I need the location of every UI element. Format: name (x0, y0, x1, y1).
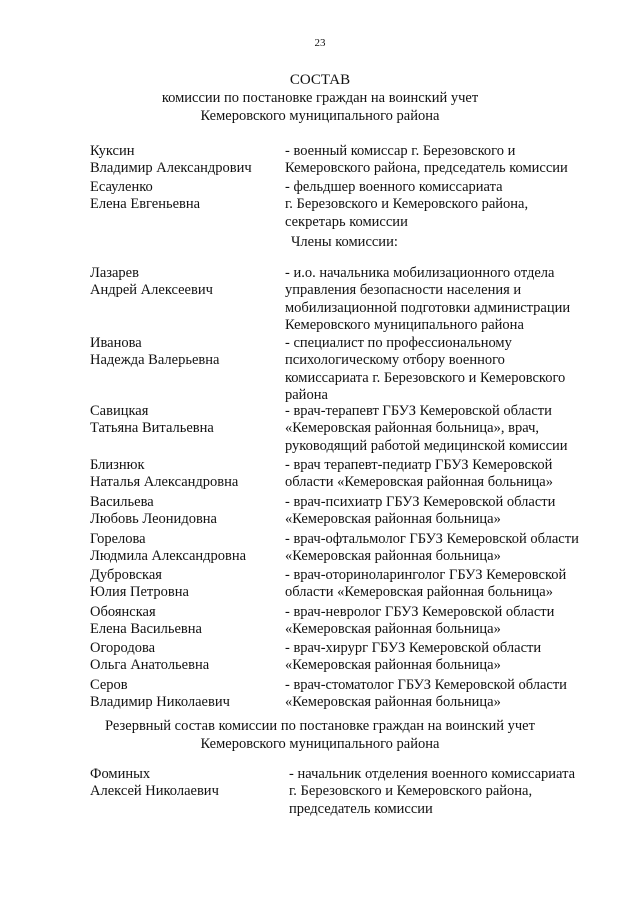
role-line: - врач-психиатр ГБУЗ Кемеровской области (285, 494, 556, 510)
member-role (285, 143, 568, 178)
reserve-heading-line-1: Резервный состав комиссии по постановке граждан на воинский учет (105, 718, 535, 734)
member-name (90, 494, 217, 529)
role-line: - фельдшер военного комиссариата (285, 179, 503, 195)
reserve-heading-line-2: Кемеровского муниципального района (200, 736, 440, 752)
role-line: «Кемеровская районная больница» (285, 657, 501, 674)
member-name (90, 677, 230, 712)
role-line: руководящий работой медицинской комиссии (285, 437, 568, 454)
member-role (285, 179, 528, 231)
member-name (90, 457, 238, 492)
surname: Дубровская (90, 567, 162, 583)
role-line: - специалист по профессиональному (285, 335, 512, 351)
surname: Васильева (90, 494, 154, 510)
role-line: - врач-стоматолог ГБУЗ Кемеровской области (285, 677, 567, 693)
surname: Лазарев (90, 265, 139, 281)
member-role (285, 640, 541, 675)
role-line: района (285, 387, 328, 404)
given-names: Людмила Александровна (90, 548, 247, 565)
page-number: 23 (314, 37, 326, 49)
surname: Куксин (90, 143, 135, 159)
members-caption: Члены комиссии: (291, 234, 398, 250)
surname: Савицкая (90, 403, 149, 419)
given-names: Ольга Анатольевна (90, 657, 210, 674)
role-line: «Кемеровская районная больница» (285, 694, 501, 711)
member-name (90, 766, 219, 801)
given-names: Юлия Петровна (90, 584, 189, 601)
surname: Горелова (90, 531, 146, 547)
member-name (90, 179, 200, 214)
role-line: - врач терапевт-педиатр ГБУЗ Кемеровской (285, 457, 553, 473)
surname: Близнюк (90, 457, 145, 473)
role-line: - врач-офтальмолог ГБУЗ Кемеровской области (285, 531, 579, 547)
given-names: Владимир Александрович (90, 160, 252, 177)
role-line: - врач-хирург ГБУЗ Кемеровской области (285, 640, 542, 656)
member-role (285, 457, 553, 492)
document-subtitle-line-1: комиссии по постановке граждан на воинский учет (161, 90, 479, 106)
surname: Обоянская (90, 604, 156, 620)
role-line: психологическому отбору военного (285, 352, 505, 369)
surname: Иванова (90, 335, 142, 351)
role-line: - начальник отделения военного комиссариата (289, 766, 576, 782)
document-title: СОСТАВ (289, 72, 351, 88)
member-name (90, 531, 246, 566)
member-name (90, 143, 252, 178)
member-role (285, 531, 579, 566)
member-name (90, 640, 209, 675)
member-role (285, 567, 566, 602)
surname: Огородова (90, 640, 156, 656)
role-line: «Кемеровская районная больница», врач, (285, 420, 539, 437)
role-line: области «Кемеровская районная больница» (285, 584, 553, 601)
role-line: «Кемеровская районная больница» (285, 511, 501, 528)
surname: Есауленко (90, 179, 153, 195)
role-line: - врач-терапевт ГБУЗ Кемеровской области (285, 403, 552, 419)
given-names: Елена Васильевна (90, 621, 202, 638)
role-line: управления безопасности населения и (285, 282, 522, 299)
role-line: секретарь комиссии (285, 213, 408, 230)
given-names: Владимир Николаевич (90, 694, 230, 711)
given-names: Андрей Алексеевич (90, 282, 213, 299)
member-role (285, 494, 555, 529)
given-names: Наталья Александровна (90, 474, 239, 491)
role-line: мобилизационной подготовки администрации (285, 299, 571, 316)
document-subtitle-line-2: Кемеровского муниципального района (200, 108, 440, 124)
member-name (90, 604, 202, 639)
given-names: Татьяна Витальевна (90, 420, 214, 437)
role-line: г. Березовского и Кемеровского района, (289, 783, 533, 800)
member-role (285, 335, 565, 405)
member-name (90, 403, 214, 438)
role-line: - врач-невролог ГБУЗ Кемеровской области (285, 604, 555, 620)
role-line: - военный комиссар г. Березовского и (285, 143, 516, 159)
surname: Фоминых (90, 766, 151, 782)
role-line: г. Березовского и Кемеровского района, (285, 196, 529, 213)
member-role (285, 604, 554, 639)
member-role (285, 677, 567, 712)
role-line: председатель комиссии (289, 800, 433, 817)
given-names: Алексей Николаевич (90, 783, 219, 800)
member-name (90, 567, 189, 602)
member-role (285, 265, 570, 335)
role-line: Кемеровского района, председатель комиссии (285, 160, 568, 177)
role-line: комиссариата г. Березовского и Кемеровского (285, 369, 566, 386)
surname: Серов (90, 677, 128, 693)
role-line: «Кемеровская районная больница» (285, 548, 501, 565)
given-names: Елена Евгеньевна (90, 196, 201, 213)
role-line: - и.о. начальника мобилизационного отдела (285, 265, 555, 281)
member-name (90, 335, 219, 370)
member-role (289, 766, 575, 818)
given-names: Надежда Валерьевна (90, 352, 220, 369)
member-name (90, 265, 213, 300)
role-line: Кемеровского муниципального района (285, 317, 524, 334)
member-role (285, 403, 568, 455)
role-line: области «Кемеровская районная больница» (285, 474, 553, 491)
given-names: Любовь Леонидовна (90, 511, 217, 528)
role-line: - врач-оториноларинголог ГБУЗ Кемеровской (285, 567, 567, 583)
role-line: «Кемеровская районная больница» (285, 621, 501, 638)
